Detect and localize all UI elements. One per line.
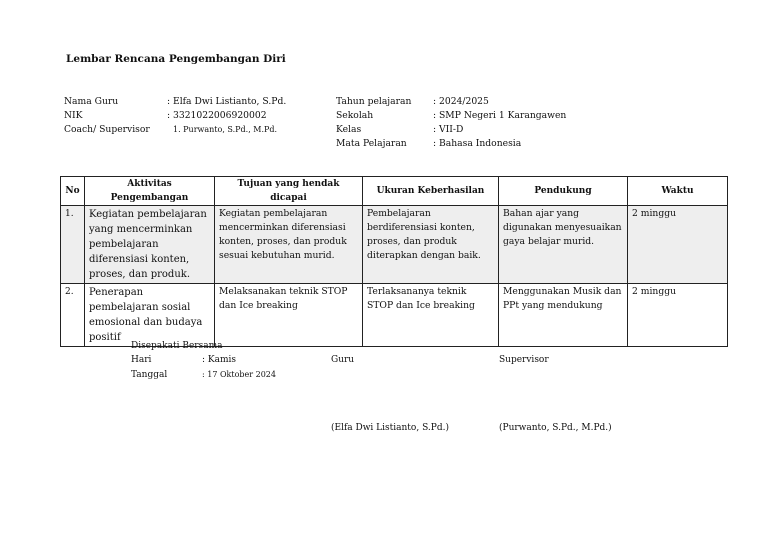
header-aktivitas: Aktivitas Pengembangan <box>85 177 215 206</box>
value-kelas: : VII-D <box>433 124 464 135</box>
document-title: Lembar Rencana Pengembangan Diri <box>66 53 286 65</box>
cell-tujuan: Kegiatan pembelajaran mencerminkan diferensiasi konten, proses, dan produk sesuai kebutuhan murid. <box>215 206 363 284</box>
cell-waktu: 2 minggu <box>628 284 728 347</box>
label-tanggal: Tanggal <box>131 370 168 380</box>
label-coach-supervisor: Coach/ Supervisor <box>64 124 150 135</box>
label-hari: Hari <box>131 355 152 365</box>
label-sekolah: Sekolah <box>336 110 374 121</box>
cell-no: 2. <box>61 284 85 347</box>
cell-aktivitas: Kegiatan pembelajaran yang mencerminkan pembelajaran diferensiasi konten, proses, dan produk. <box>85 206 215 284</box>
cell-pendukung: Menggunakan Musik dan PPt yang mendukung <box>499 284 628 347</box>
header-no: No <box>61 177 85 206</box>
cell-aktivitas: Penerapan pembelajaran sosial emosional dan budaya positif <box>85 284 215 347</box>
value-sekolah: : SMP Negeri 1 Karangawen <box>433 110 567 121</box>
value-tahun-pelajaran: : 2024/2025 <box>433 96 489 107</box>
value-hari: : Kamis <box>202 355 237 365</box>
agreement-heading: Disepakati Bersama <box>131 341 223 351</box>
header-waktu: Waktu <box>628 177 728 206</box>
cell-no: 1. <box>61 206 85 284</box>
supervisor-label: Supervisor <box>499 355 549 365</box>
header-pendukung: Pendukung <box>499 177 628 206</box>
cell-waktu: 2 minggu <box>628 206 728 284</box>
label-mata-pelajaran: Mata Pelajaran <box>336 138 407 149</box>
value-mata-pelajaran: : Bahasa Indonesia <box>433 138 522 149</box>
label-kelas: Kelas <box>336 124 362 135</box>
cell-tujuan: Melaksanakan teknik STOP dan Ice breaking <box>215 284 363 347</box>
supervisor-signature-name: (Purwanto, S.Pd., M.Pd.) <box>499 423 612 433</box>
guru-label: Guru <box>331 355 355 365</box>
table-row <box>61 206 728 284</box>
cell-ukuran: Pembelajaran berdiferensiasi konten, proses, dan produk diterapkan dengan baik. <box>363 206 499 284</box>
development-plan-table <box>60 176 728 347</box>
label-nama-guru: Nama Guru <box>64 96 119 107</box>
table-row <box>61 284 728 347</box>
table-header-row <box>61 177 728 206</box>
cell-pendukung: Bahan ajar yang digunakan menyesuaikan gaya belajar murid. <box>499 206 628 284</box>
label-tahun-pelajaran: Tahun pelajaran <box>336 96 412 107</box>
value-nik: : 3321022006920002 <box>167 110 267 121</box>
header-ukuran: Ukuran Keberhasilan <box>363 177 499 206</box>
value-tanggal: : 17 Oktober 2024 <box>202 370 276 379</box>
value-coach-supervisor: 1. Purwanto, S.Pd., M.Pd. <box>173 125 278 134</box>
label-nik: NIK <box>64 110 83 121</box>
guru-signature-name: (Elfa Dwi Listianto, S.Pd.) <box>331 423 449 433</box>
cell-ukuran: Terlaksananya teknik STOP dan Ice breaking <box>363 284 499 347</box>
header-tujuan: Tujuan yang hendak dicapai <box>215 177 363 206</box>
value-nama-guru: : Elfa Dwi Listianto, S.Pd. <box>167 96 287 107</box>
